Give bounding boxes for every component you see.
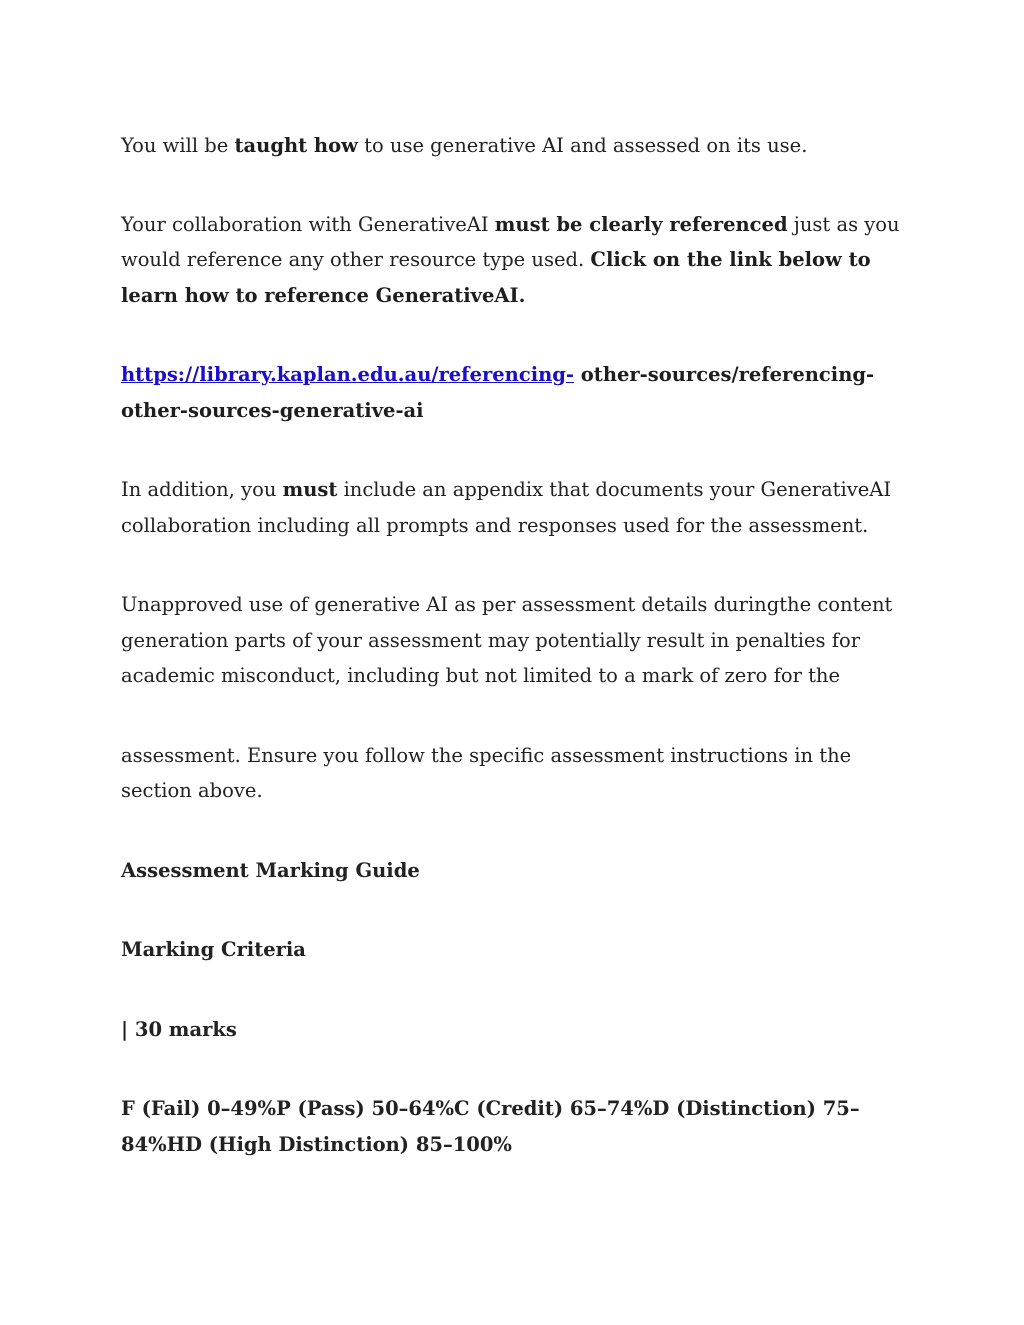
paragraph-taught — [121, 128, 921, 164]
heading-marking-criteria: Marking Criteria — [121, 938, 306, 961]
paragraph-link — [121, 357, 921, 428]
p4-post: include an appendix that documents your GenerativeAI collaboration including all prompts and responses used for the assessment. — [121, 478, 892, 537]
p2-bold2: Click on the link below to learn how to reference GenerativeAI. — [121, 248, 871, 307]
paragraph-assessment: assessment. Ensure you follow the specific assessment instructions in the section above. — [121, 743, 852, 802]
p1-post: to use generative AI and assessed on its use. — [357, 134, 808, 157]
p1-pre: You will be — [121, 134, 235, 157]
document-page — [121, 128, 921, 1162]
p4-pre: In addition, you — [121, 478, 283, 501]
referencing-link[interactable]: https://library.kaplan.edu.au/referencing- — [121, 363, 575, 386]
p2-bold1: must be clearly referenced — [494, 212, 788, 236]
link-continuation: other-sources/referencing-other-sources-generative-ai — [121, 363, 875, 422]
p1-bold: taught how — [234, 134, 358, 157]
p5-line2: generation parts of your assessment may potentially result in penalties for — [121, 628, 861, 652]
p5-line3: academic misconduct, including but not limited to a mark of zero for the — [121, 664, 841, 687]
p2-pre: Your collaboration with GenerativeAI — [121, 212, 495, 236]
paragraph-referencing — [121, 207, 921, 314]
paragraph-appendix — [121, 472, 921, 543]
heading-marking-guide: Assessment Marking Guide — [121, 858, 420, 882]
p5-line1: Unapproved use of generative AI as per assessment details duringthe content — [121, 593, 893, 616]
heading-marks: | 30 marks — [121, 1017, 237, 1041]
p2-mid: just as you would reference any other resource type used. — [121, 212, 900, 271]
paragraph-unapproved — [121, 587, 921, 694]
p4-bold: must — [282, 478, 338, 501]
grade-scale: F (Fail) 0–49%P (Pass) 50–64%C (Credit) 65–74%D (Distinction) 75–84%HD (High Distinction) 85–100% — [121, 1097, 860, 1156]
